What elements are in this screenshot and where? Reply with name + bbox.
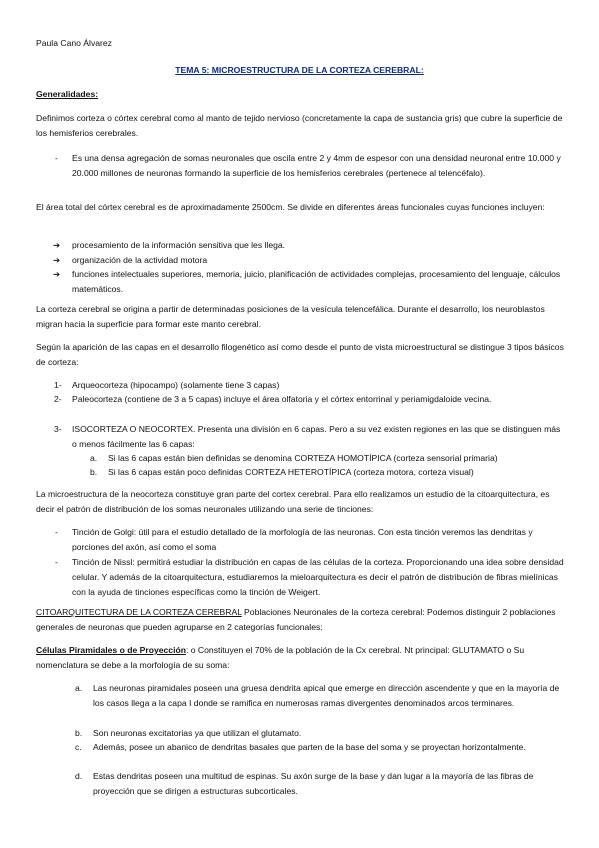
citoarquitectura-text: Poblaciones Neuronales de la corteza cerebral: Podemos distinguir 2 poblaciones generales de neuronas que pueden agruparse en 2 categorías funcionales: bbox=[36, 607, 556, 632]
item-letter: c. bbox=[75, 742, 82, 752]
item-number: 3- bbox=[54, 424, 62, 434]
sub-item-text: Si las 6 capas están bien definidas se denomina CORTEZA HOMOTÍPICA (corteza sensorial primaria) bbox=[108, 453, 498, 463]
dash-item-text: Tinción de Golgi: útil para el estudio detallado de la morfología de las neuronas. Con esta tinción veremos las dendritas y porciones del axón, así como el soma bbox=[72, 527, 533, 552]
dash-item-text: Tinción de Nissl: permitirá estudiar la distribución en capas de las células de la corteza. Proporcionando una idea sobre densidad celular. Y además de la citoarquitectura, estudiaremos la mieloarquitectura es decir el patrón de distribución de fibras mielínicas con la ayuda de tinciones específicas como la tinción de Weigert. bbox=[72, 557, 564, 597]
paragraph-origin: La corteza cerebral se origina a partir de determinadas posiciones de la vesícula telencefálica. Durante el desarrollo, los neuroblastos migran hacia la superficie para formar este manto cerebral. bbox=[36, 304, 545, 329]
author-name: Paula Cano Álvarez bbox=[36, 38, 112, 48]
dash-item bbox=[55, 555, 564, 599]
dash-item-text: Es una densa agregación de somas neuronales que oscila entre 2 y 4mm de espesor con una densidad neuronal entre 10.000 y 20.000 millones de neuronas formando la superficie de los hemisferios cerebrales (pertenece al telencéfalo). bbox=[72, 153, 561, 178]
arrow-right-icon: ➔ bbox=[53, 269, 61, 279]
arrow-item-text: procesamiento de la información sensitiva que les llega. bbox=[72, 240, 286, 250]
dash-item bbox=[55, 525, 564, 555]
page-title: TEMA 5: MICROESTRUCTURA DE LA CORTEZA CEREBRAL: bbox=[175, 65, 424, 75]
generalidades-heading: Generalidades: bbox=[36, 89, 99, 99]
pyramidal-item bbox=[75, 769, 564, 799]
sub-item bbox=[90, 465, 564, 480]
item-letter: b. bbox=[90, 467, 98, 477]
pyramidal-item bbox=[75, 740, 564, 755]
pyramidal-item-text: Son neuronas excitatorias ya que utilizan el glutamato. bbox=[93, 728, 302, 738]
arrow-item bbox=[53, 238, 564, 253]
paragraph-piramidales bbox=[36, 643, 564, 673]
dash-bullet: - bbox=[55, 557, 58, 567]
pyramidal-item bbox=[75, 681, 564, 711]
pyramidal-item bbox=[75, 726, 564, 741]
sub-item-text: Si las 6 capas están poco definidas CORTEZA HETEROTÍPICA (corteza motora, corteza visual) bbox=[108, 467, 474, 477]
arrow-right-icon: ➔ bbox=[53, 240, 61, 250]
pyramidal-item-text: Estas dendritas poseen una multitud de espinas. Su axón surge de la base y dan lugar a la mayoría de las fibras de proyección que se dirigen a estructuras subcorticales. bbox=[93, 771, 534, 796]
numbered-item bbox=[54, 392, 564, 407]
paragraph-area: El área total del córtex cerebral es de aproximadamente 2500cm. Se divide en diferentes áreas funcionales cuyas funciones incluyen: bbox=[36, 202, 545, 212]
sub-item bbox=[90, 451, 564, 466]
item-number: 2- bbox=[54, 394, 62, 404]
arrow-item-text: funciones intelectuales superiores, memoria, juicio, planificación de actividades complejas, procesamiento del lenguaje, cálculos matemáticos. bbox=[72, 269, 561, 294]
numbered-item bbox=[54, 422, 564, 452]
numbered-item bbox=[54, 378, 564, 393]
numbered-item-text: ISOCORTEZA O NEOCORTEX. Presenta una división en 6 capas. Pero a su vez existen regiones en las que se distinguen más o menos fácilmente las 6 capas: bbox=[72, 424, 561, 449]
item-letter: a. bbox=[90, 453, 98, 463]
item-letter: d. bbox=[75, 771, 83, 781]
dash-bullet: - bbox=[55, 527, 58, 537]
piramidales-heading: Células Piramidales o de Proyección bbox=[36, 645, 186, 655]
paragraph-types: Según la aparición de las capas en el desarrollo filogenético así como desde el punto de vista microestructural se distingue 3 tipos básicos de corteza: bbox=[36, 342, 564, 367]
citoarquitectura-heading: CITOARQUITECTURA DE LA CORTEZA CEREBRAL bbox=[36, 607, 242, 617]
paragraph-citoarquitectura bbox=[36, 605, 564, 635]
arrow-item bbox=[53, 253, 564, 268]
piramidales-text: : o Constituyen el 70% de la población de la Cx cerebral. Nt principal: GLUTAMATO o Su nomenclatura se debe a la morfología de su soma: bbox=[36, 645, 525, 670]
numbered-item-text: Paleocorteza (contiene de 3 a 5 capas) incluye el área olfatoria y el córtex entorrinal y periamigdaloide vecina. bbox=[72, 394, 492, 404]
paragraph-definition: Definimos corteza o córtex cerebral como al manto de tejido nervioso (concretamente la capa de sustancia gris) que cubre la superficie de los hemisferios cerebrales. bbox=[36, 113, 563, 138]
arrow-item-text: organización de la actividad motora bbox=[72, 255, 208, 265]
arrow-item bbox=[53, 267, 564, 297]
dash-bullet: - bbox=[55, 153, 58, 163]
item-letter: b. bbox=[75, 728, 83, 738]
item-number: 1- bbox=[54, 380, 62, 390]
paragraph-microstructure: La microestructura de la neocorteza constituye gran parte del cortex cerebral. Para ello realizamos un estudio de la citoarquitectura, es decir el patrón de distribución de los somas neuronales utilizando una serie de tinciones: bbox=[36, 489, 550, 514]
item-letter: a. bbox=[75, 683, 83, 693]
arrow-right-icon: ➔ bbox=[53, 255, 61, 265]
dash-item bbox=[55, 151, 564, 181]
pyramidal-item-text: Además, posee un abanico de dendritas basales que parten de la base del soma y se proyectan horizontalmente. bbox=[93, 742, 526, 752]
numbered-item-text: Arqueocorteza (hipocampo) (solamente tiene 3 capas) bbox=[72, 380, 280, 390]
pyramidal-item-text: Las neuronas piramidales poseen una gruesa dendrita apical que emerge en dirección ascendente y que en la mayoría de los casos llega a la capa I donde se ramifica en numerosas ramas divergentes denominados arcos terminares. bbox=[93, 683, 560, 708]
